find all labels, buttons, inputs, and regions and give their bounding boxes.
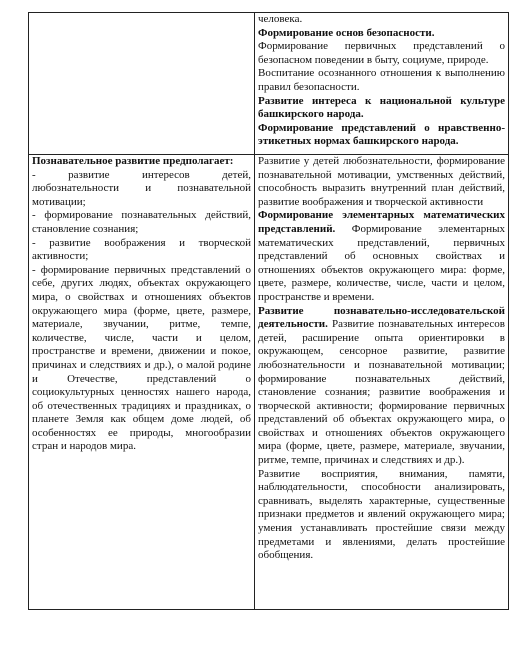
paragraph bbox=[258, 305, 505, 468]
cell-heading: Познавательное развитие предполагает: bbox=[32, 155, 234, 167]
paragraph-lead: Развитие познавательно-исследовательской деятельности. bbox=[258, 304, 505, 331]
paragraph: человека. bbox=[258, 13, 303, 25]
paragraph-body: Формирование элементарных математических представлений, первичных представлений об основных свойствах и отношениях объектов окружающего мира: форме, цвете, размере, количестве, числе, части и целом, пространстве и времени. bbox=[258, 222, 505, 303]
list-item: - формирование первичных представлений о себе, других людях, объектах окружающего мира, о свойствах и отношениях объектов окружающего мира (форме, цвете, размере, материале, звучании, ритме, темпе, количестве, числе, части и целом, пространстве и времени, движении и покое, причинах и следствиях и др.), о малой родине и Отечестве, представлений о социокультурных ценностях нашего народа, об отечественных традициях и праздниках, о планете Земля как общем доме людей, об особенностях ее природы, многообразии стран и народов мира. bbox=[32, 263, 251, 453]
table-cell-cognitive-development bbox=[29, 155, 255, 610]
program-table bbox=[28, 12, 509, 610]
paragraph-heading: Развитие интереса к национальной культуре башкирского народа. bbox=[258, 94, 505, 121]
paragraph-body: Развитие у детей любознательности, формирование познавательной мотивации, умственных действий, способность выразить внутренний план действий, развитие воображения и творческой активности bbox=[258, 155, 505, 208]
paragraph-heading: Формирование представлений о нравственно-этикетных нормах башкирского народа. bbox=[258, 121, 505, 148]
list-item: - формирование познавательных действий, становление сознания; bbox=[32, 209, 251, 235]
paragraph-heading: Формирование основ безопасности. bbox=[258, 26, 435, 39]
paragraph bbox=[258, 155, 505, 209]
paragraph-lead: Формирование элементарных математических представлений. bbox=[258, 209, 505, 235]
paragraph: Воспитание осознанного отношения к выполнению правил безопасности. bbox=[258, 67, 505, 93]
paragraph-body: Развитие восприятия, внимания, памяти, наблюдательности, способности анализировать, сравнивать, выделять характерные, существенные признаки предметов и явлений окружающего мира; умения устанавливать простейшие связи между предметами и явлениями, делать простейшие обобщения. bbox=[258, 467, 505, 562]
paragraph-body: Развитие познавательных интересов детей, расширение опыта ориентировки в окружающем, сенсорное развитие, развитие любознательности и познавательной мотивации; формирование познавательных действий, становление сознания; развитие воображения и творческой активности; формирование первичных представлений об объектах окружающего мира, о свойствах и отношениях объектов окружающего мира (форме, цвете, размере, материале, звучании, ритме, темпе, причинах и следствиях и др.). bbox=[258, 318, 505, 467]
list-item: - развитие воображения и творческой активности; bbox=[32, 236, 251, 263]
table-row bbox=[29, 13, 509, 155]
paragraph bbox=[258, 209, 505, 304]
table-row bbox=[29, 155, 509, 610]
table-cell-safety bbox=[255, 13, 509, 155]
list-item: - развитие интересов детей, любознательности и познавательной мотивации; bbox=[32, 168, 251, 208]
paragraph: Формирование первичных представлений о безопасном поведении в быту, социуме, природе. bbox=[258, 40, 505, 66]
table-cell-cognitive-content bbox=[255, 155, 509, 610]
table-cell-empty bbox=[29, 13, 255, 155]
paragraph bbox=[258, 468, 505, 563]
